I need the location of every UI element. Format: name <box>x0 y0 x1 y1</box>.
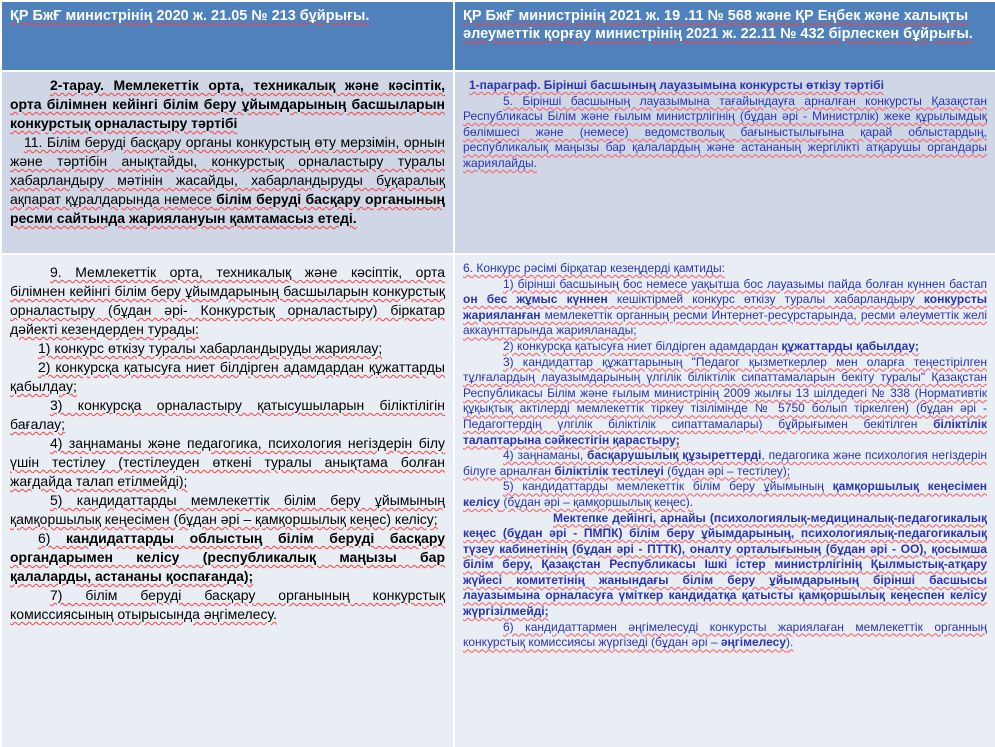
paragraph-title: 1-параграф. Бірінші басшының лауазымына конкурсты өткізу тәртібі <box>469 78 884 92</box>
right-item-6-c: ). <box>786 635 794 650</box>
paragraph-11-bold: білім беруді басқару органының ресми сайтында жариялануын қамтамасыз етеді. <box>10 191 445 226</box>
row2-right-cell <box>455 255 995 747</box>
chapter-title: 2-тарау. Мемлекеттік орта, техникалық және кәсіптік, орта білімнен кейінгі білім беру ұйымдарының басшыларын конкурстық орналастыру тәртібі <box>10 77 445 131</box>
paragraph-6: 6. Конкурс рәсімі бірқатар кезеңдерді қамтиды: <box>463 261 725 275</box>
right-item-4-d: біліктілік тестілеуі <box>554 463 664 478</box>
right-item-6-a: 6) кандидаттармен әңгімелесуді конкурсты жариялаған мемлекеттік органның конкурстық комиссиясы жүргізеді (бұдан әрі – <box>463 619 987 650</box>
right-item-4-a: 4) заңнаманы, <box>503 448 588 463</box>
left-item-6-bold: кандидаттарды облыстың білім беруді басқару органдарымен келісу (республикалық маңызы бар қалаларды, астананы қоспағанда); <box>10 530 445 584</box>
right-item-6 <box>463 620 987 651</box>
right-item-5-b: қамқоршылық кеңесімен келісу <box>463 479 988 509</box>
right-item-1-a: 1) бірінші басшының бос немесе уақытша бос лауазымы пайда болған күннен бастап <box>503 276 987 291</box>
right-item-3-b: біліктілік талаптарына сәйкестігін қарастыру; <box>463 416 987 447</box>
row2-left-cell <box>2 255 453 747</box>
right-item-4 <box>463 448 987 479</box>
right-item-6-b: әңгімелесу <box>720 635 787 650</box>
right-item-3-a: 3) кандидаттар құжаттарының "Педагог қызметкерлер мен оларға теңестірілген тұлғалардың лауазымдарының үлгілік біліктілік сипаттамаларын бекіту туралы" Қазақстан Республикасы Білім және ғылым министрінің 2009 жылғы 13 шілдедегі № 338 (Нормативтік құқықтық актілерді мемлекеттік тіркеу тізілімінде № 5750 болып тіркелген) (бұдан әрі - Педагогтердің үлгілік біліктілік сипаттамалары) бұйрығымен бекітілген <box>463 354 987 431</box>
left-item-4: 4) заңнаманы және педагогика, психология негіздерін білу үшін тестілеу (тестілеуден өткені туралы анықтама болған жағдайда талап етілмейді); <box>10 435 445 489</box>
right-item-2-a: 2) конкурсқа қатысуға ниет білдірген адамдардан <box>503 338 782 353</box>
right-item-1-e: мемлекеттік органның ресми Интернет-ресурстарында, ресми әлеуметтік желі аккаунттарында жарияланады; <box>463 307 987 338</box>
right-item-2-b: құжаттарды қабылдау; <box>781 338 919 353</box>
right-item-1-b: он бес жұмыс күннен <box>463 292 608 307</box>
paragraph-5: 5. Бірінші басшының лауазымына тағайындауға арналған конкурсты Қазақстан Республикасы Білім және ғылым министрлігінің (бұдан әрі - Министрлік) жеке құрылымдық бөлімшесі және (немесе) ведомстволық бағыныстылығына қарай облыстардың, республикалық маңызы бар қалалардың және астананың жергілікті атқарушы органдары жариялайды. <box>463 93 987 170</box>
paragraph-11 <box>10 133 445 228</box>
right-item-5-c: (бұдан әрі – қамқоршылық кеңес). <box>499 494 694 509</box>
left-item-6 <box>10 529 445 586</box>
header-right <box>455 2 995 70</box>
left-item-2: 2) конкурсқа қатысуға ниет білдірген адамдардан құжаттарды қабылдау; <box>10 359 445 394</box>
right-item-4-e: (бұдан әрі – тестілеу); <box>663 463 791 478</box>
header-left-text: ҚР БжҒ министрінің 2020 ж. 21.05 № 213 бұйрығы. <box>10 8 370 24</box>
right-item-1-c: кешіктірмей конкурс өткізу туралы хабарландыру <box>607 292 924 307</box>
right-item-2 <box>463 339 987 355</box>
left-item-1: 1) конкурс өткізу туралы хабарландыруды жариялау; <box>38 340 383 356</box>
paragraph-11-text: 11. Білім беруді басқару органы конкурстың өту мерзімін, орнын және тәртібін анықтайды, конкурстық орналастыру туралы хабарландыру мәтінін жасайды, хабарландыруды бұқаралық ақпарат құралдарында немесе <box>10 134 445 207</box>
left-item-5: 5) кандидаттарды мемлекеттік білім беру ұйымының қамқоршылық кеңесімен (бұдан әрі – қамқоршылық кеңес) келісу; <box>10 492 445 527</box>
left-item-6-number: 6) <box>38 530 67 546</box>
right-item-1-d: конкурсты жарияланған <box>463 292 987 322</box>
right-item-4-c: , педагогика және психология негіздерін білуге арналған <box>463 448 988 478</box>
paragraph-9: 9. Мемлекеттік орта, техникалық және кәсіптік, орта білімнен кейінгі білім беру ұйымдарының басшыларын конкурстық орналастыру (бұдан әрі- Конкурстық орналастыру) біркатар дәйекті кезендерден турады: <box>10 264 445 337</box>
left-item-7: 7) білім беруді басқару органының конкурстық комиссиясының отырысында әңгімелесу. <box>10 587 445 622</box>
right-item-1 <box>463 277 987 339</box>
left-item-3: 3) конкурсқа орналастыру қатысушыларын біліктілігін бағалау; <box>10 397 445 432</box>
header-right-text: ҚР БжҒ министрінің 2021 ж. 19 .11 № 568 және ҚР Еңбек және халықты әлеуметтік қорғау министрінің 2021 ж. 22.11 № 432 бірлескен бұйрығы. <box>463 8 973 42</box>
right-item-5-a: 5) кандидаттарды мемлекеттік білім беру ұйымының <box>503 479 833 494</box>
row1-right-cell <box>455 72 995 253</box>
right-item-3 <box>463 355 987 449</box>
header-left <box>2 2 453 70</box>
row1-left-cell <box>2 72 453 253</box>
comparison-table <box>2 2 993 743</box>
right-bold-paragraph: Мектепке дейінгі, арнайы (психологиялық-медициналық-педагогикалық кеңес (бұдан әрі - ПМПК) білім беру ұйымдарының, психологиялық-педагогикалық түзеу кабинетінің (бұдан әрі - ПТТК), оналту орталығының (бұдан әрі - ОО), қосымша білім беру, Қазақстан Республикасы Ішкі істер министрлігінің Қылмыстық-атқару жүйесі комитетінің жанындағы білім беру ұйымдарының бірінші басшысы лауазымына орналасуға үміткер кандидатқа қатысты қамқоршылық кеңеспен келісу жүргізілмейді; <box>463 510 987 619</box>
right-item-4-b: басқарушылық құзыреттерді <box>587 448 762 463</box>
right-item-5 <box>463 479 987 510</box>
